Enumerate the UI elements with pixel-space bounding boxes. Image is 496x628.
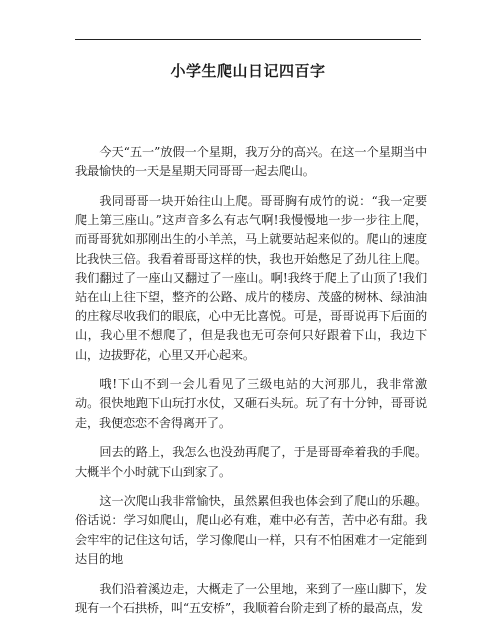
document-title: 小学生爬山日记四百字 (170, 62, 326, 80)
paragraph: 回去的路上，我怎么也没劲再爬了，于是哥哥牵着我的手爬。大概半个小时就下山到家了。 (75, 445, 427, 479)
paragraph: 哦!下山不到一会儿看见了三级电站的大河那儿，我非常激动。很快地跑下山玩打水仗，又砸石头玩。玩了有十分钟，哥哥说走，我便恋恋不舍得离开了。 (75, 377, 427, 430)
paragraph: 今天“五一”放假一个星期，我万分的高兴。在这一个星期当中我最愉快的一天是星期天同哥哥一起去爬山。 (75, 145, 427, 179)
paragraph: 这一次爬山我非常愉快，虽然累但我也体会到了爬山的乐趣。俗话说：学习如爬山，爬山必有难，难中必有苦，苦中必有甜。我会牢牢的记住这句话，学习像爬山一样，只有不怕困难才一定能到达目的地 (75, 494, 427, 566)
paragraph: 我同哥哥一块开始往山上爬。哥哥胸有成竹的说：“我一定要爬上第三座山。”这声音多么有志气啊!我慢慢地一步一步往上爬，而哥哥犹如那刚出生的小羊羔，马上就要站起来似的。爬山的速度比我快三倍。我看着哥哥这样的快，我也开始憋足了劲儿往上爬。我们翻过了一座山又翻过了一座山。啊!我终于爬上了山顶了!我们站在山上往下望，整齐的公路、成片的楼房、茂盛的树林、绿油油的庄稼尽收我们的眼底，心中无比喜悦。可是，哥哥说再下后面的山，我心里不想爬了，但是我也无可奈何只好跟着下山，我边下山，边拔野花，心里又开心起来。 (75, 193, 427, 362)
header-rule (75, 39, 421, 40)
paragraph: 我们沿着溪边走，大概走了一公里地，来到了一座山脚下，发现有一个石拱桥，叫“五安桥”，我顺着台阶走到了桥的最高点，发 (75, 581, 427, 615)
document-body (75, 143, 427, 628)
